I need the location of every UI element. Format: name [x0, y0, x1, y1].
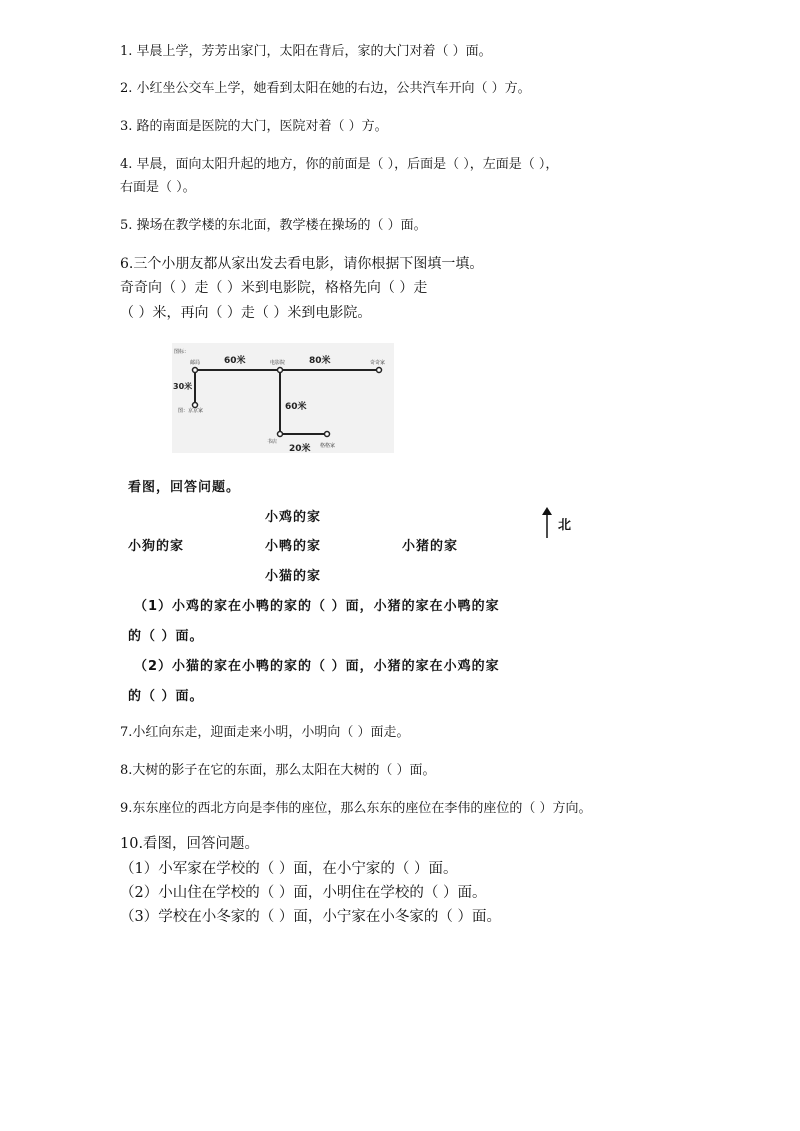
animal-question-1-line2: 的（ ）面。	[128, 629, 204, 644]
animal-question-1-line1: （1）小鸡的家在小鸭的家的（ ）面，小猪的家在小鸭的家	[134, 599, 500, 614]
duck-home-label: 小鸭的家	[265, 539, 322, 554]
question-8: 8.大树的影子在它的东面，那么太阳在大树的（ ）面。	[120, 763, 436, 778]
question-6-title: 6.三个小朋友都从家出发去看电影，请你根据下图填一填。	[120, 256, 484, 272]
label-dist-30: 30米	[173, 382, 193, 391]
question-10-part2: （2）小山住在学校的（ ）面，小明住在学校的（ ）面。	[120, 885, 487, 901]
question-1: 1. 早晨上学，芳芳出家门，太阳在背后，家的大门对着（ ）面。	[120, 44, 492, 59]
question-7: 7.小红向东走，迎面走来小明，小明向（ ）面走。	[120, 725, 410, 740]
north-label: 北	[558, 518, 573, 533]
label-dist-60-vertical: 60米	[285, 402, 307, 412]
label-jingjing-home: 图：京京家	[178, 408, 204, 414]
chicken-home-label: 小鸡的家	[265, 510, 322, 525]
label-dist-20: 20米	[289, 444, 311, 453]
animal-section-title: 看图，回答问题。	[128, 480, 241, 495]
question-3: 3. 路的南面是医院的大门，医院对着（ ）方。	[120, 119, 388, 134]
cinema-dot	[278, 368, 283, 373]
question-6-line2: （ ）米，再向（ ）走（ ）米到电影院。	[120, 305, 372, 321]
route-map	[172, 343, 394, 453]
question-4-line2: 右面是（ ）。	[120, 180, 196, 195]
jingjing-home-dot	[193, 403, 198, 408]
dog-home-label: 小狗的家	[128, 539, 185, 554]
label-dist-60: 60米	[224, 356, 246, 366]
question-5: 5. 操场在教学楼的东北面，教学楼在操场的（ ）面。	[120, 218, 427, 233]
label-bookstore: 书店	[267, 439, 278, 445]
label-post-office: 邮局	[190, 360, 201, 366]
animal-question-2-line2: 的（ ）面。	[128, 689, 204, 704]
label-dist-80: 80米	[309, 356, 331, 366]
pig-home-label: 小猪的家	[402, 539, 459, 554]
question-4-line1: 4. 早晨，面向太阳升起的地方，你的前面是（ ），后面是（ ），左面是（ ），	[120, 157, 559, 172]
map-legend: 图标：	[174, 349, 190, 355]
label-cinema: 电影院	[270, 360, 286, 366]
animal-question-2-line1: （2）小猫的家在小鸭的家的（ ）面，小猪的家在小鸡的家	[134, 659, 500, 674]
label-gege-home: 格格家	[320, 443, 336, 449]
post-office-dot	[193, 368, 198, 373]
north-arrow-icon	[540, 507, 554, 539]
bookstore-dot	[278, 432, 283, 437]
question-6-line1: 奇奇向（ ）走（ ）米到电影院，格格先向（ ）走	[120, 280, 428, 296]
cat-home-label: 小猫的家	[265, 569, 322, 584]
question-10-part1: （1）小军家在学校的（ ）面，在小宁家的（ ）面。	[120, 861, 458, 877]
qiqi-home-dot	[377, 368, 382, 373]
question-2: 2. 小红坐公交车上学，她看到太阳在她的右边，公共汽车开向（ ）方。	[120, 81, 531, 96]
gege-home-dot	[325, 432, 330, 437]
question-10-part3: （3）学校在小冬家的（ ）面，小宁家在小冬家的（ ）面。	[120, 909, 501, 925]
question-10-title: 10.看图，回答问题。	[120, 836, 260, 852]
label-qiqi-home: 奇奇家	[370, 360, 386, 366]
question-9: 9.东东座位的西北方向是李伟的座位，那么东东的座位在李伟的座位的（ ）方向。	[120, 801, 592, 816]
